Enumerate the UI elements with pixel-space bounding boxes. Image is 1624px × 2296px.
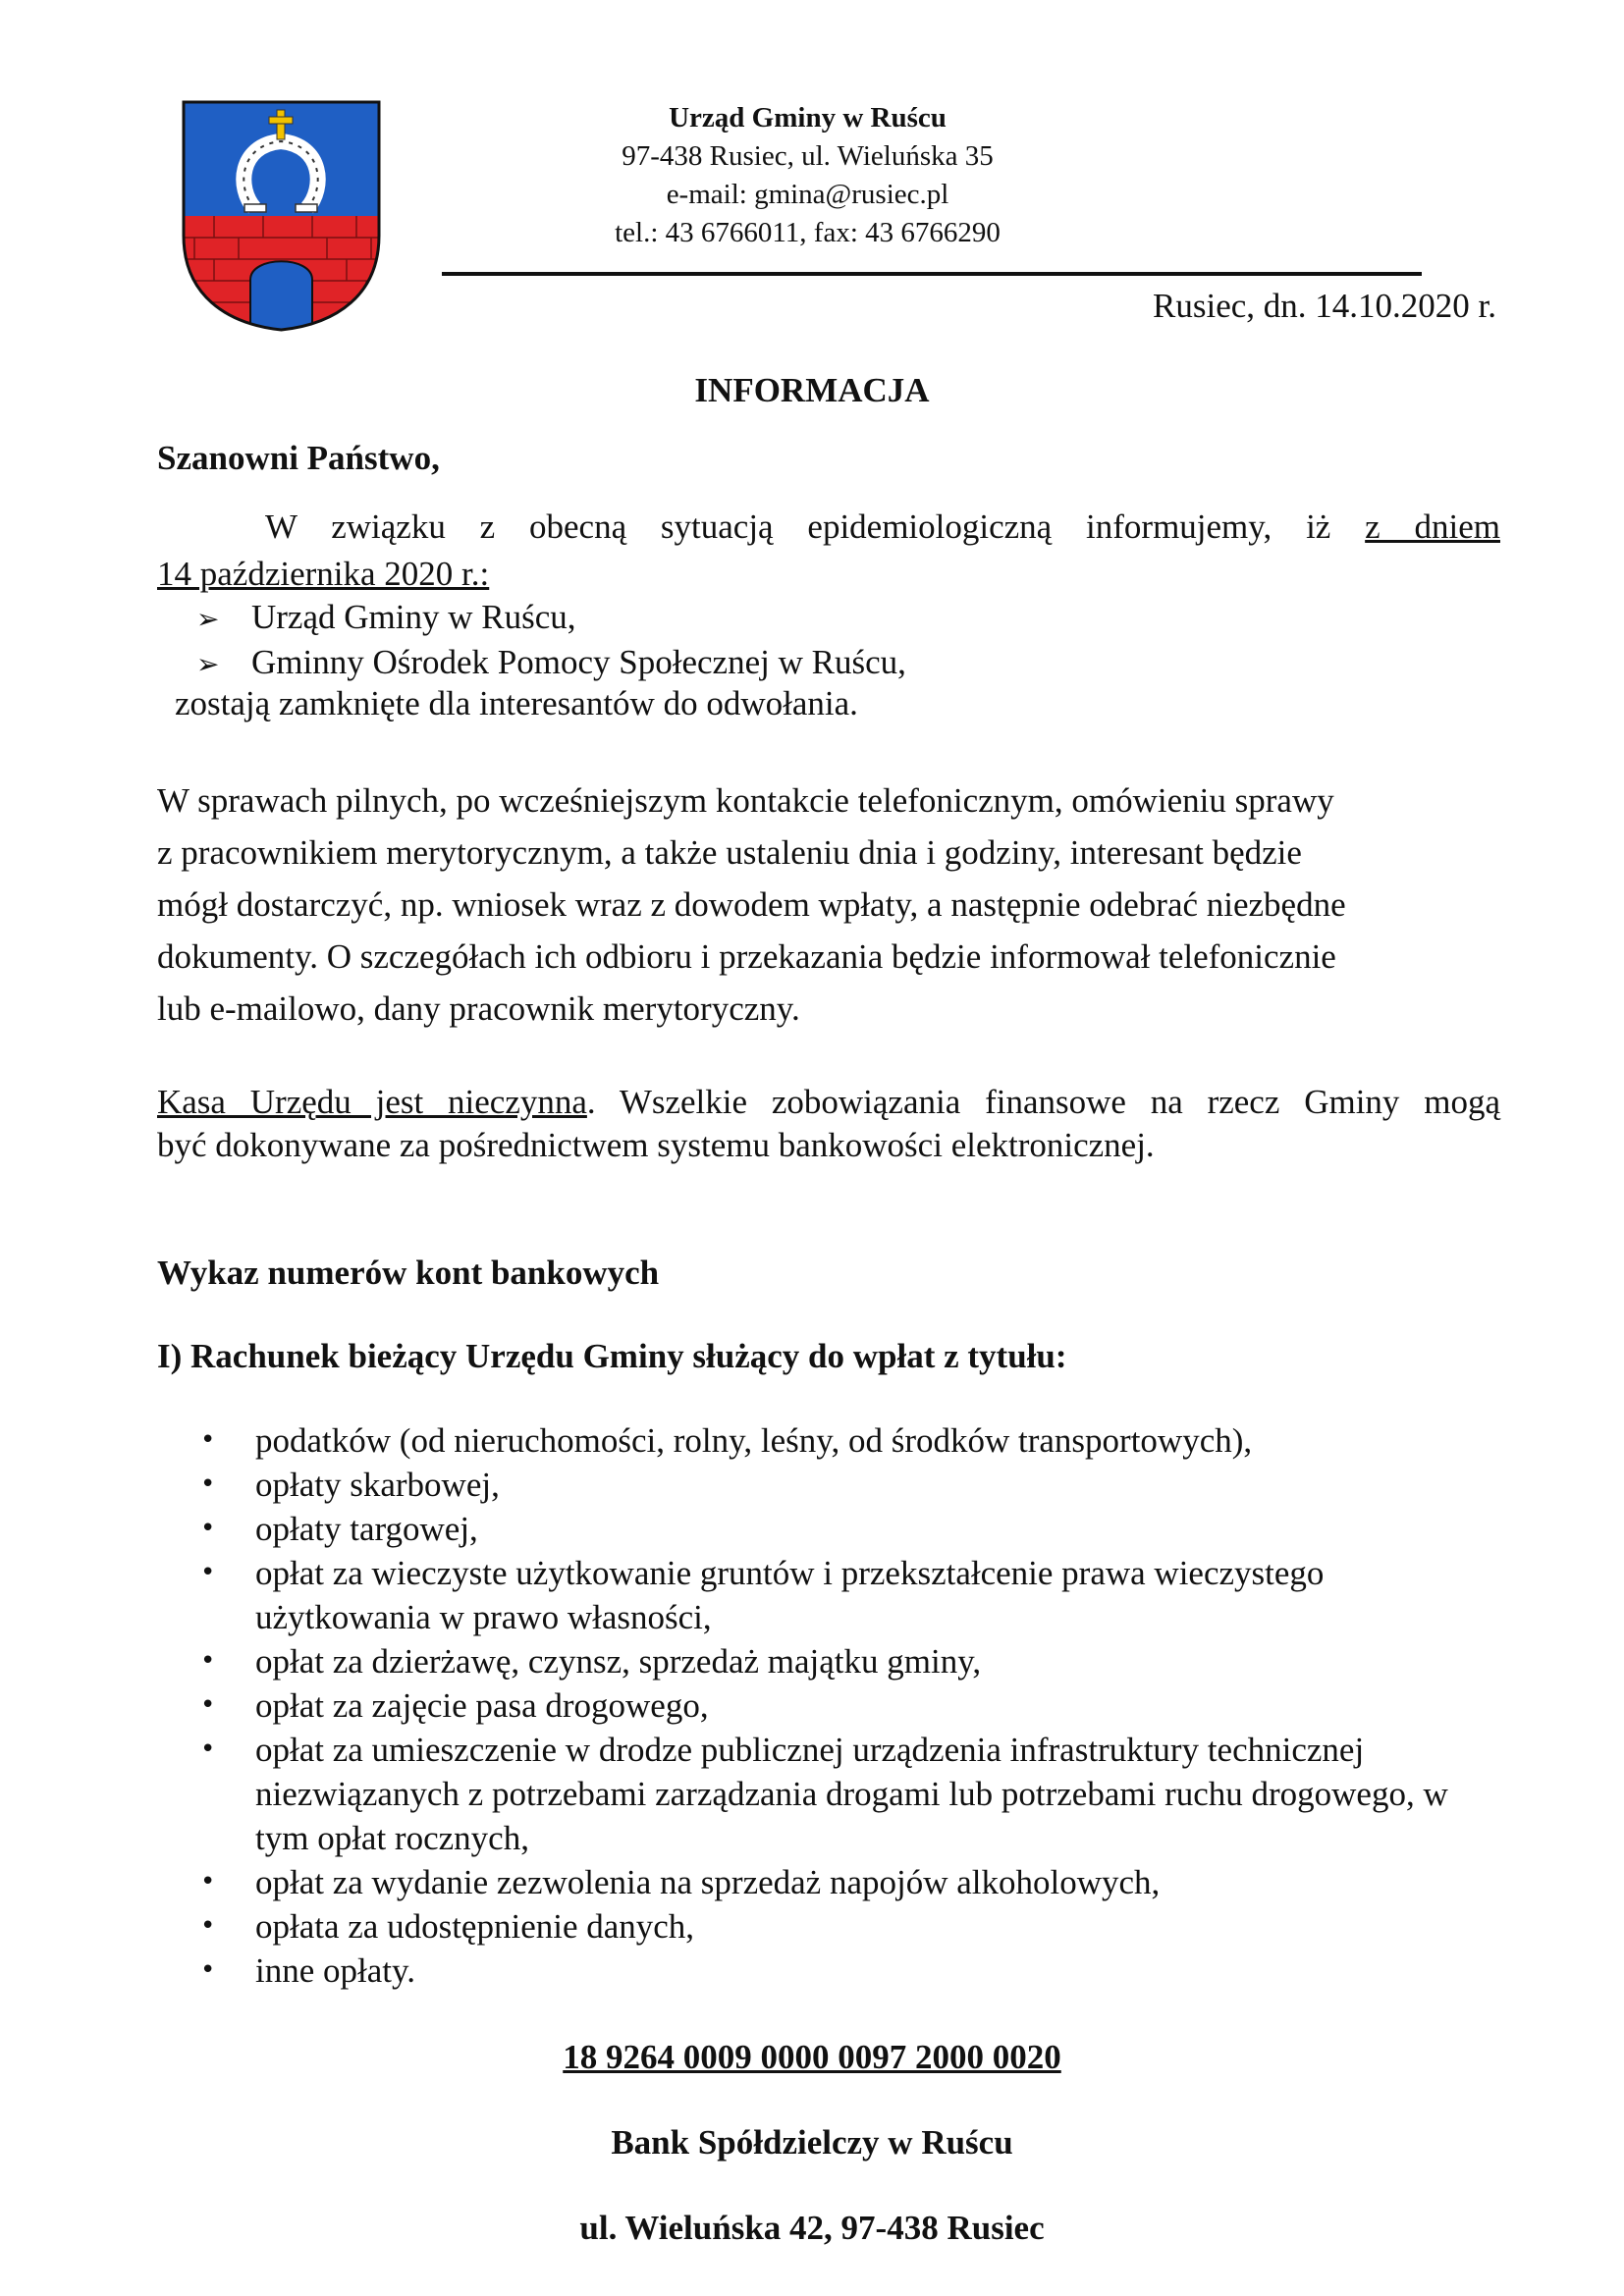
list-item: ➢ Gminny Ośrodek Pomocy Społecznej w Ruścu, [196, 639, 906, 688]
bullet-icon: • [200, 1514, 216, 1543]
paragraph-line: mógł dostarczyć, np. wniosek wraz z dowodem wpłaty, a następnie odebrać niezbędne [157, 885, 1346, 924]
paragraph-line: lub e-mailowo, dany pracownik merytoryczny. [157, 989, 800, 1028]
office-address: 97-438 Rusiec, ul. Wieluńska 35 [622, 140, 994, 172]
cashier-line-1: Kasa Urzędu jest nieczynna. Wszelkie zobowiązania finansowe na rzecz Gminy mogą [157, 1083, 1500, 1121]
closure-note: zostają zamknięte dla interesantów do odwołania. [175, 684, 858, 722]
intro-text: W związku z obecną sytuacją epidemiologiczną informujemy, iż [265, 507, 1331, 546]
document-date: Rusiec, dn. 14.10.2020 r. [1153, 287, 1496, 325]
greeting: Szanowni Państwo, [157, 439, 440, 477]
arrowhead-icon: ➢ [196, 648, 220, 680]
list-item: • opłaty targowej, [206, 1507, 1502, 1551]
list-item: • opłaty skarbowej, [206, 1463, 1502, 1507]
paragraph-line: dokumenty. O szczegółach ich odbioru i przekazania będzie informował telefonicznie [157, 937, 1336, 976]
arrowhead-icon: ➢ [196, 603, 220, 635]
office-phone: tel.: 43 6766011, fax: 43 6766290 [615, 217, 1001, 248]
bullet-icon: • [200, 1955, 216, 1985]
list-item: • opłat za wieczyste użytkowanie gruntów i przekształcenie prawa wieczystego użytkowania w prawo własności, [206, 1551, 1502, 1639]
list-item: • inne opłaty. [206, 1949, 1502, 1993]
section-1-heading: I) Rachunek bieżący Urzędu Gminy służący do wpłat z tytułu: [157, 1337, 1067, 1375]
cashier-closed: Kasa Urzędu jest nieczynna [157, 1083, 587, 1121]
paragraph-line: z pracownikiem merytorycznym, a także ustaleniu dnia i godziny, interesant będzie [157, 833, 1302, 872]
list-item: • opłata za udostępnienie danych, [206, 1904, 1502, 1949]
intro-date: 14 października 2020 r.: [157, 555, 490, 593]
list-item: • opłat za wydanie zezwolenia na sprzedaż napojów alkoholowych, [206, 1860, 1502, 1904]
bank-address: ul. Wieluńska 42, 97-438 Rusiec [579, 2209, 1045, 2247]
intro-line-1 [157, 504, 1500, 551]
paragraph-line: W sprawach pilnych, po wcześniejszym kontakcie telefonicznym, omówieniu sprawy [157, 781, 1334, 820]
bullet-icon: • [200, 1425, 216, 1455]
bullet-icon: • [200, 1735, 216, 1764]
list-item: • opłat za zajęcie pasa drogowego, [206, 1683, 1502, 1728]
account-number: 18 9264 0009 0000 0097 2000 0020 [563, 2038, 1061, 2076]
bullet-icon: • [200, 1558, 216, 1587]
list-item: • podatków (od nieruchomości, rolny, leśny, od środków transportowych), [206, 1418, 1502, 1463]
header-divider [442, 272, 1422, 276]
office-email: e-mail: gmina@rusiec.pl [666, 179, 949, 210]
bullet-icon: • [200, 1469, 216, 1499]
document-title: INFORMACJA [694, 371, 930, 409]
bullet-icon: • [200, 1690, 216, 1720]
list-item: • opłat za umieszczenie w drodze publicznej urządzenia infrastruktury technicznej niezwiązanych z potrzebami zarządzania drogami lub potrzebami ruchu drogowego, w tym opłat rocznych, [206, 1728, 1502, 1860]
coat-of-arms-icon [180, 98, 383, 334]
bullet-icon: • [200, 1867, 216, 1896]
intro-line-2 [157, 551, 1500, 598]
office-name: Urząd Gminy w Ruścu [669, 102, 947, 133]
accounts-heading: Wykaz numerów kont bankowych [157, 1254, 660, 1292]
list-item: • opłat za dzierżawę, czynsz, sprzedaż majątku gminy, [206, 1639, 1502, 1683]
intro-date-start: z dniem [1365, 507, 1500, 546]
cashier-line-2: być dokonywane za pośrednictwem systemu bankowości elektronicznej. [157, 1126, 1155, 1164]
list-item: ➢ Urząd Gminy w Ruścu, [196, 594, 576, 643]
bullet-icon: • [200, 1646, 216, 1676]
bullet-icon: • [200, 1911, 216, 1941]
bank-name: Bank Spółdzielczy w Ruścu [611, 2123, 1013, 2162]
